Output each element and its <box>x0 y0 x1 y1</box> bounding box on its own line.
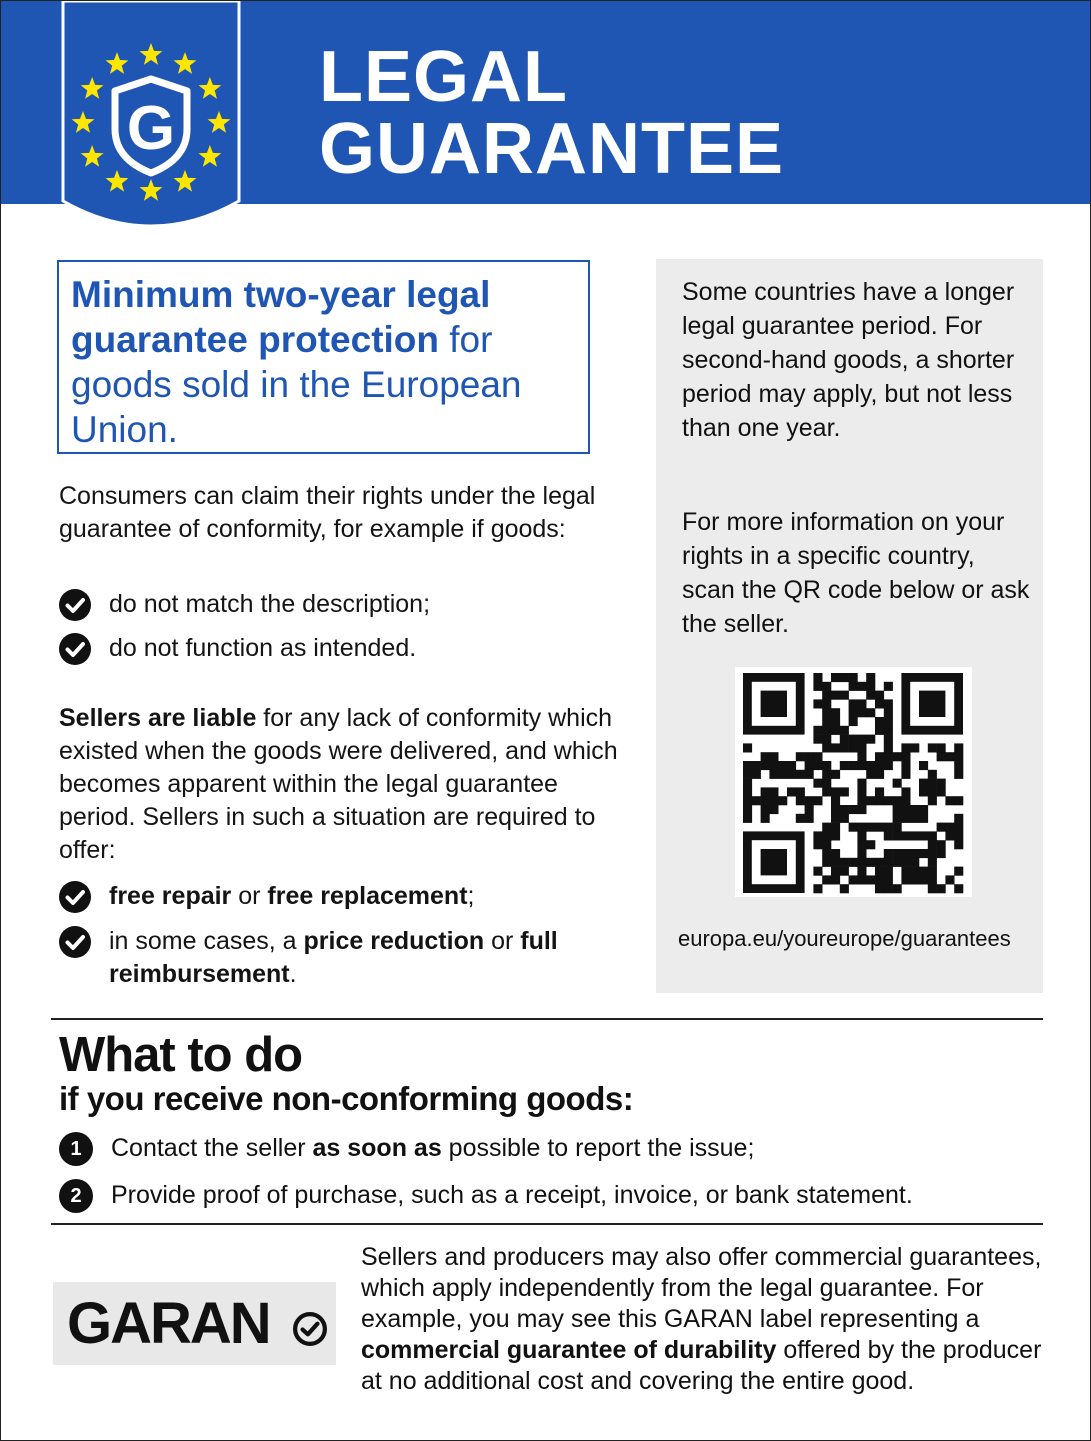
free-replacement: free replacement <box>267 882 468 910</box>
connector-text: or <box>484 927 521 955</box>
more-info-text: For more information on your rights in a specific country, scan the QR code below or ask the seller. <box>682 508 1030 638</box>
connector-text: or <box>231 882 268 910</box>
list-item <box>59 588 430 621</box>
list-item <box>59 632 430 665</box>
info-url-link[interactable]: europa.eu/youreurope/guarantees <box>678 926 1011 951</box>
list-item-text: do not match the description; <box>109 590 431 618</box>
qr-code[interactable] <box>735 667 972 897</box>
check-circle-icon <box>59 633 91 665</box>
free-repair: free repair <box>109 882 232 910</box>
step-text: Provide proof of purchase, such as a receipt, invoice, or bank statement. <box>111 1181 913 1209</box>
section-title: What to do <box>59 1028 303 1082</box>
intro-rest: for goods sold in the European Union. <box>71 319 522 450</box>
conformity-text: Consumers can claim their rights under the legal guarantee of conformity, for example if goods: <box>59 482 596 543</box>
title-line-2: GUARANTEE <box>319 109 785 189</box>
divider <box>51 1223 1043 1225</box>
header-banner <box>1 1 1090 204</box>
check-circle-icon <box>59 881 91 913</box>
commercial-text-start: Sellers and producers may also offer commercial guarantees, which apply independently from the legal guarantee. For example, you may see this GARAN label representing a <box>361 1243 1042 1333</box>
section-subtitle: if you receive non-conforming goods: <box>59 1080 634 1117</box>
check-circle-icon <box>59 589 91 621</box>
step-number-badge: 2 <box>59 1179 93 1213</box>
step-text: Contact the seller <box>111 1134 313 1162</box>
commercial-bold: commercial guarantee of durability <box>361 1336 777 1364</box>
info-sidebar <box>656 259 1043 993</box>
punctuation: ; <box>467 882 475 910</box>
country-period-text: Some countries have a longer legal guarantee period. For second-hand goods, a shorter period may apply, but not less than one year. <box>682 278 1015 442</box>
title-line-1: LEGAL <box>319 37 568 117</box>
eu-shield-logo-icon <box>61 1 241 241</box>
liability-text <box>59 702 619 867</box>
conformity-list <box>59 588 430 665</box>
price-reduction: price reduction <box>303 927 485 955</box>
step-item <box>59 1132 913 1165</box>
list-item <box>59 925 629 991</box>
intro-text <box>71 272 576 452</box>
liability-rest: for any lack of conformity which existed when the goods were delivered, and which becomes apparent within the legal guarantee period. Sellers in such a situation are required to offer: <box>59 704 618 864</box>
step-text-end: possible to report the issue; <box>441 1134 755 1162</box>
garan-label-logo <box>53 1282 336 1365</box>
list-item <box>59 880 629 913</box>
step-item <box>59 1179 913 1212</box>
step-number-badge: 1 <box>59 1132 93 1166</box>
step-bold: as soon as <box>312 1134 442 1162</box>
intro-box <box>57 260 590 454</box>
commercial-guarantee-text <box>361 1242 1061 1397</box>
lead-text: in some cases, a <box>109 927 304 955</box>
logo-letter: G <box>126 94 176 163</box>
garan-label-text: GARAN <box>67 1291 270 1356</box>
steps-list <box>59 1132 913 1226</box>
divider <box>51 1018 1043 1020</box>
check-circle-icon <box>59 926 91 958</box>
punctuation: . <box>289 960 297 988</box>
page-title <box>319 37 785 189</box>
check-circle-icon <box>293 1312 327 1346</box>
intro-bold: Minimum two-year legal guarantee protection <box>71 274 491 360</box>
list-item-text: do not function as intended. <box>109 634 417 662</box>
full-reimbursement: full reimbursement <box>109 927 558 988</box>
remedy-list <box>59 880 629 991</box>
liability-bold: Sellers are liable <box>59 704 257 732</box>
commercial-text-end: offered by the producer at no additional cost and covering the entire good. <box>361 1336 1042 1395</box>
